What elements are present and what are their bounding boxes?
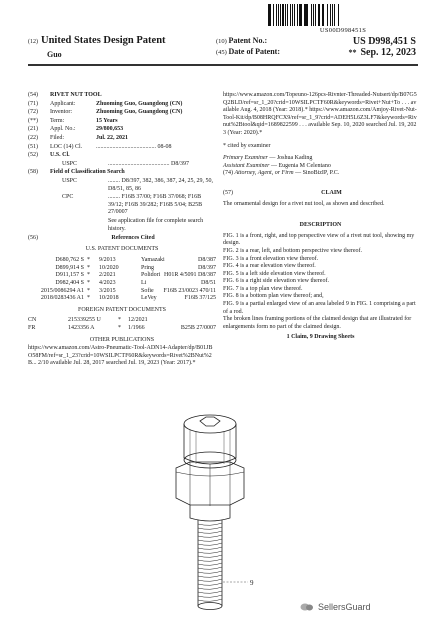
sellersguard-logo-icon (300, 602, 314, 612)
us-doc-name: Pring (141, 264, 155, 271)
field-value: ........ D8/397, 382, 386, 387, 24, 25, 29, 50, D8/51, 85, 86 (108, 177, 213, 192)
field-label: Field of Classification Search (50, 169, 125, 176)
patent-no-label: Patent No.: (228, 36, 268, 45)
thread-line (198, 583, 222, 585)
date-star: ** (348, 48, 357, 57)
field-label: RIVET NUT TOOL (50, 92, 102, 98)
us-doc-date: 3/2015 (99, 287, 116, 294)
document-title: United States Design Patent (41, 35, 166, 46)
us-doc-no: D982,404 S (55, 280, 84, 287)
biblio-field (28, 144, 216, 152)
field-num: (52) (28, 152, 38, 159)
foreign-doc-row (28, 325, 216, 333)
us-docs-title: U.S. PATENT DOCUMENTS (85, 245, 159, 252)
field-value: ........ F16B 37/00; F16B 37/068; F16B 39/12; F16B 39/282; F16B 5/04; B25B 27/0007 (108, 194, 203, 216)
field-num (28, 194, 50, 217)
patent-number: US D998,451 S (352, 36, 416, 47)
field-value: Jul. 22, 2021 (96, 134, 129, 141)
watermark-text: SellersGuard (318, 602, 371, 612)
biblio-field (28, 161, 216, 169)
description-line: FIG. 6 is a right side elevation view thereof. (223, 278, 329, 285)
bibliographic-fields (28, 92, 216, 233)
field-value: Zhuoming Guo, Guangdong (CN) (96, 109, 183, 116)
field-label: Filed: (50, 134, 65, 141)
description-line: FIG. 1 is a front, right, and top perspective view of a rivet nut tool, showing my design. (223, 232, 415, 247)
us-doc-name: Polidori (141, 272, 161, 279)
other-pubs-continued: https://www.amazon.com/Topeuno-126pcs-Rivnter-Threaded-Nutsert/dp/B07G5Q2BLD/ref=sr_1_20?crid=10WSILPCTF60R&keywords=Rivet+Nut+To . . . available Aug. 4, 2018 (Year: 2018).* https://www.amazon.com/Amjoy-Rivet-Nut-Tool-Kit/dp/B08HRQFCX9/ref=sr_1_9?crid=ADEH5L6Z3LF7&keywords=Rivnut%2Btool&qid=1689822599 . . . available Sep. 10, 2020 searched Jul. 19, 2023 (Year: 2020).* (223, 92, 417, 136)
us-doc-no: D899,914 S (55, 264, 84, 271)
us-doc-kind: * (87, 257, 90, 264)
field-label: LOC (14) Cl. (50, 143, 83, 150)
field-num (28, 161, 50, 169)
description-line: FIG. 5 is a left side elevation view thereof. (223, 270, 326, 277)
us-doc-cls: D8/387 (198, 257, 216, 264)
field-label (50, 218, 96, 233)
biblio-field (28, 109, 216, 117)
foreign-doc-date: 1/1966 (128, 325, 145, 332)
us-patent-documents (28, 257, 216, 303)
date-label: Date of Patent: (228, 47, 281, 56)
claim-num: (57) (223, 189, 233, 196)
thread-line (198, 591, 222, 593)
field-label: U.S. Cl. (50, 152, 70, 159)
other-pubs-text: https://www.amazon.com/Astro-Pneumatic-Tool-ADN14-Adapter/dp/B01JBO58FM/ref=sr_1_23?crid=10WSILPCTF60R&keywords=Rivet%2BNut%2B... 2/10 available Jul. 28, 2017 searched Jul. 19, 2023 (Year: 2017).* (28, 345, 213, 367)
figure-label: 9 (250, 579, 254, 587)
thread-line (198, 551, 222, 553)
patent-header-numbers (216, 36, 416, 58)
header-rule (28, 64, 418, 66)
biblio-field (28, 194, 216, 217)
patent-number-row (216, 36, 416, 47)
biblio-field (28, 135, 216, 143)
foreign-doc-no: 1423356 A (68, 325, 95, 332)
thread-line (198, 535, 222, 537)
biblio-field (28, 118, 216, 126)
thread-line (198, 563, 222, 565)
thread-line (198, 531, 222, 533)
primary-examiner (223, 155, 418, 163)
primary-examiner-name: — Joshua Kading (269, 155, 313, 162)
claim-heading (223, 190, 418, 198)
foreign-doc-country: FR (28, 325, 36, 332)
us-doc-kind: * (87, 287, 90, 294)
us-doc-cls: H01R 4/5091 D8/387 (163, 272, 216, 279)
patent-date: Sep. 12, 2023 (360, 47, 416, 58)
field-num: (71) (28, 100, 38, 107)
field-num: (21) (28, 126, 38, 133)
thread-line (198, 559, 222, 561)
biblio-field (28, 152, 216, 160)
field-value: 29/800,653 (96, 126, 124, 133)
thread-line (198, 571, 222, 573)
biblio-field (28, 218, 216, 233)
us-doc-no: 2018/0283436 A1 (40, 295, 84, 302)
us-doc-cls: D8/397 (198, 264, 216, 271)
us-doc-no: D911,157 S (55, 272, 84, 279)
field-num: (22) (28, 134, 38, 141)
attorney-num: (74) (223, 170, 233, 177)
attorney-name: — SinoBizIP, P.C. (295, 170, 340, 177)
us-doc-date: 9/2013 (99, 257, 116, 264)
foreign-docs-title: FOREIGN PATENT DOCUMENTS (77, 306, 166, 313)
biblio-field (28, 178, 216, 193)
code-12: (12) (28, 39, 38, 45)
barcode (268, 4, 418, 26)
field-value: ......................................... D8/397 (108, 160, 189, 167)
description-title: DESCRIPTION (299, 222, 342, 229)
field-num (28, 178, 50, 193)
description-line: FIG. 7 is a top plan view thereof. (223, 285, 303, 292)
other-pubs-title: OTHER PUBLICATIONS (89, 336, 155, 343)
biblio-field (28, 101, 216, 109)
thread-line (198, 547, 222, 549)
thread-line (198, 579, 222, 581)
claims-summary: 1 Claim, 9 Drawing Sheets (286, 334, 355, 341)
foreign-doc-country: CN (28, 317, 37, 324)
foreign-patent-documents (28, 317, 216, 332)
us-doc-kind: * (87, 264, 90, 271)
thread-line (198, 587, 222, 589)
claim-text: The ornamental design for a rivet nut tool, as shown and described. (223, 200, 385, 207)
us-doc-name: LeVey (141, 295, 157, 302)
field-label: USPC (62, 177, 78, 184)
field-label: Applicant: (50, 100, 76, 107)
us-doc-no: D680,762 S (55, 257, 84, 264)
us-doc-row (28, 280, 216, 288)
right-column (223, 92, 418, 342)
field-label: CPC (62, 194, 74, 201)
description-lines (223, 233, 418, 332)
field-num: (56) (28, 235, 38, 242)
field-num: (54) (28, 92, 38, 98)
us-doc-row (28, 272, 216, 280)
biblio-field (28, 92, 216, 100)
field-num: (58) (28, 169, 38, 176)
thread-line (198, 575, 222, 577)
patent-header-title (28, 35, 166, 46)
us-doc-kind: * (87, 272, 90, 279)
left-column (28, 92, 216, 368)
thread-line (198, 567, 222, 569)
foreign-doc-row (28, 317, 216, 325)
us-doc-row (28, 295, 216, 303)
field-value: See application file for complete search history. (108, 217, 204, 232)
description-line: FIG. 8 is a bottom plan view thereof; and, (223, 293, 324, 300)
us-doc-name: Sofie (141, 287, 154, 294)
field-label: USPC (62, 160, 78, 167)
field-num (28, 218, 50, 233)
field-num: (**) (28, 117, 38, 124)
us-doc-row (28, 288, 216, 296)
description-line: The broken lines framing portions of the claimed design that are illustrated for enlargements form no part of the claimed design. (223, 316, 412, 330)
rivet-nut-tool-drawing (150, 410, 270, 615)
description-line: FIG. 4 is a rear elevation view thereof. (223, 263, 316, 270)
attorney-label: Attorney, Agent, or Firm (234, 170, 294, 177)
description-line: FIG. 9 is a partial enlarged view of an area labeled 9 in FIG. 1 comprising a part of a rod. (223, 301, 416, 315)
references-heading (28, 235, 216, 243)
foreign-doc-kind: * (118, 317, 121, 324)
thread-line (198, 523, 222, 525)
field-value: Zhuoming Guo, Guangdong (CN) (96, 100, 183, 107)
us-doc-cls: F16B 37/125 (184, 295, 216, 302)
inventor-short: Guo (47, 50, 62, 59)
thread-line (198, 595, 222, 597)
primary-examiner-label: Primary Examiner (223, 155, 268, 162)
thread-line (198, 555, 222, 557)
us-doc-no: 2015/0086294 A1 (40, 287, 84, 294)
thread-line (198, 527, 222, 529)
barcode-number: US00D998451S (319, 27, 367, 34)
description-line: FIG. 3 is a front elevation view thereof. (223, 255, 319, 262)
us-doc-kind: * (87, 280, 90, 287)
field-label: Appl. No.: (50, 126, 76, 133)
us-doc-date: 10/2020 (99, 264, 119, 271)
foreign-doc-date: 12/2021 (128, 317, 148, 324)
code-45: (45) (216, 49, 227, 56)
code-10: (10) (216, 38, 227, 45)
us-doc-name: Yamazaki (141, 257, 165, 264)
us-doc-cls: D8/51 (201, 280, 216, 287)
foreign-doc-cls (162, 317, 216, 325)
biblio-field (28, 169, 216, 177)
foreign-doc-kind: * (118, 325, 121, 332)
foreign-doc-cls: B25B 27/0007 (180, 325, 216, 332)
assistant-examiner-label: Assistant Examiner (223, 162, 270, 169)
field-label: Inventor: (50, 109, 72, 116)
us-doc-kind: * (87, 295, 90, 302)
assistant-examiner-name: — Eugenia M Celentano (271, 162, 331, 169)
us-doc-date: 4/2023 (99, 280, 116, 287)
watermark (300, 602, 371, 612)
cited-by-examiner: * cited by examiner (223, 142, 271, 149)
us-doc-cls: F16B 23/0023 470/11 (163, 287, 216, 294)
us-doc-date: 10/2018 (99, 295, 119, 302)
field-num: (51) (28, 143, 38, 150)
foreign-doc-no: 215339255 U (68, 317, 101, 324)
field-label: Term: (50, 117, 65, 124)
biblio-field (28, 126, 216, 134)
attorney (223, 170, 418, 178)
us-doc-row (28, 265, 216, 273)
thread-line (198, 543, 222, 545)
claim-title: CLAIM (321, 189, 342, 196)
description-line: FIG. 2 is a rear, left, and bottom perspective view thereof. (223, 247, 363, 254)
us-doc-row (28, 257, 216, 265)
us-doc-date: 2/2021 (99, 272, 116, 279)
field-value: ........................................ 08-08 (96, 143, 172, 150)
thread-line (198, 539, 222, 541)
references-title: References Cited (111, 235, 155, 242)
thread-line (198, 599, 222, 601)
patent-date-row (216, 47, 416, 58)
us-doc-name: Li (141, 280, 147, 287)
field-num: (72) (28, 109, 38, 116)
field-value: 15 Years (96, 117, 118, 124)
